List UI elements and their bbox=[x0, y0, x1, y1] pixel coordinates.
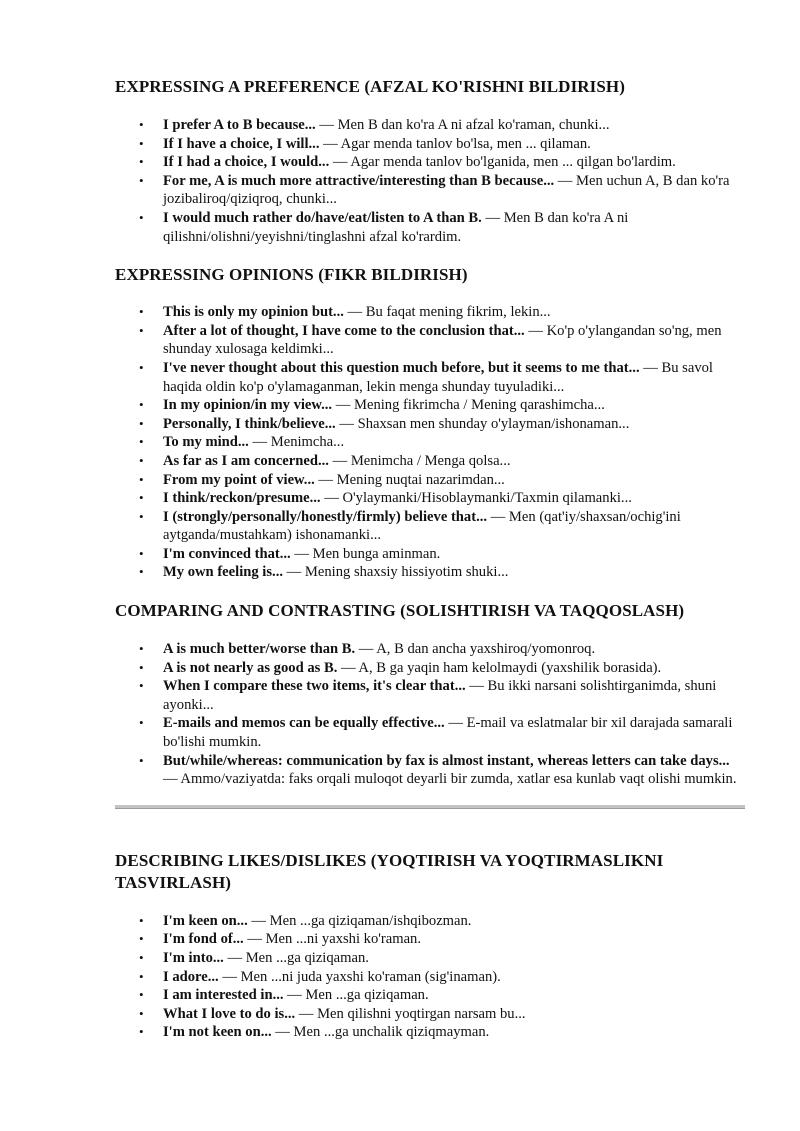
bullet-icon: • bbox=[139, 397, 144, 413]
uzbek-translation: — Ko'p o'ylangandan so'ng, men shunday xulosaga keldimki... bbox=[163, 322, 722, 358]
bullet-icon: • bbox=[139, 678, 144, 694]
list-item bbox=[115, 153, 745, 172]
uzbek-translation: — Men bunga aminman. bbox=[290, 545, 441, 562]
uzbek-translation: — Agar menda tanlov bo'lsa, men ... qilaman. bbox=[319, 135, 591, 152]
list-item bbox=[115, 968, 745, 987]
bullet-icon: • bbox=[139, 434, 144, 450]
english-phrase: For me, A is much more attractive/interesting than B because... bbox=[163, 172, 555, 189]
list-item bbox=[115, 452, 745, 471]
uzbek-translation: — Men B dan ko'ra A ni afzal ko'raman, chunki... bbox=[315, 117, 610, 133]
section-likes-dislikes bbox=[115, 850, 745, 1042]
section-comparing-contrasting bbox=[115, 600, 745, 789]
english-phrase: I'm convinced that... bbox=[163, 545, 291, 562]
english-phrase: A is not nearly as good as B. bbox=[163, 659, 338, 676]
english-phrase: From my point of view... bbox=[163, 471, 315, 488]
bullet-icon: • bbox=[139, 931, 144, 947]
english-phrase: I think/reckon/presume... bbox=[163, 490, 321, 507]
list-item bbox=[115, 1005, 745, 1024]
list-item bbox=[115, 471, 745, 490]
list-item bbox=[115, 640, 745, 659]
uzbek-translation: — A, B ga yaqin ham kelolmaydi (yaxshilik borasida). bbox=[337, 659, 662, 676]
bullet-icon: • bbox=[139, 452, 144, 468]
list-item bbox=[115, 433, 745, 452]
horizontal-divider bbox=[115, 805, 745, 809]
list-item bbox=[115, 415, 745, 434]
uzbek-translation: — Men ...ga qiziqaman. bbox=[223, 950, 369, 966]
bullet-icon: • bbox=[139, 659, 144, 675]
list-item bbox=[115, 209, 745, 246]
english-phrase: I've never thought about this question much before, but it seems to me that... bbox=[163, 359, 640, 376]
section-heading: COMPARING AND CONTRASTING (SOLISHTIRISH VA TAQQOSLASH) bbox=[115, 601, 685, 621]
list-item bbox=[115, 172, 745, 209]
list-item bbox=[115, 135, 745, 154]
english-phrase: E-mails and memos can be equally effective... bbox=[163, 715, 445, 732]
english-phrase: This is only my opinion but... bbox=[163, 304, 344, 321]
english-phrase: What I love to do is... bbox=[163, 1005, 296, 1022]
section-heading: EXPRESSING A PREFERENCE (AFZAL KO'RISHNI BILDIRISH) bbox=[115, 77, 626, 96]
uzbek-translation: — Men ...ga qiziqaman/ishqibozman. bbox=[247, 912, 472, 929]
list-item bbox=[115, 912, 745, 931]
uzbek-translation: — Men ...ga unchalik qiziqmayman. bbox=[271, 1024, 490, 1041]
english-phrase: Personally, I think/believe... bbox=[163, 415, 336, 432]
uzbek-translation: — Mening fikrimcha / Mening qarashimcha... bbox=[332, 397, 605, 414]
bullet-icon: • bbox=[139, 154, 144, 170]
list-item bbox=[115, 949, 745, 968]
uzbek-translation: — Ammo/vaziyatda: faks orqali muloqot deyarli bir zumda, xatlar esa kunlab vaqt olishi mumkin. bbox=[163, 771, 737, 788]
english-phrase: I'm fond of... bbox=[163, 931, 244, 948]
english-phrase: My own feeling is... bbox=[163, 564, 283, 581]
bullet-icon: • bbox=[139, 490, 144, 506]
phrase-list bbox=[115, 640, 745, 789]
english-phrase: I'm not keen on... bbox=[163, 1024, 272, 1041]
list-item bbox=[115, 986, 745, 1005]
bullet-icon: • bbox=[139, 1005, 144, 1021]
bullet-icon: • bbox=[139, 117, 144, 132]
section-expressing-preference bbox=[115, 76, 745, 246]
uzbek-translation: — Mening nuqtai nazarimdan... bbox=[314, 471, 505, 488]
uzbek-translation: — A, B dan ancha yaxshiroq/yomonroq. bbox=[355, 641, 596, 658]
uzbek-translation: — Men qilishni yoqtirgan narsam bu... bbox=[295, 1005, 526, 1022]
bullet-icon: • bbox=[139, 752, 144, 768]
uzbek-translation: — Men uchun A, B dan ko'ra jozibaliroq/qiziqroq, chunki... bbox=[163, 172, 730, 208]
english-phrase: I would much rather do/have/eat/listen to A than B. bbox=[163, 209, 482, 226]
uzbek-translation: — Mening shaxsiy hissiyotim shuki... bbox=[283, 564, 509, 581]
uzbek-translation: — Bu ikki narsani solishtirganimda, shuni ayonki... bbox=[163, 678, 717, 713]
english-phrase: In my opinion/in my view... bbox=[163, 397, 333, 414]
phrase-list bbox=[115, 912, 745, 1042]
list-item bbox=[115, 752, 745, 789]
english-phrase: I adore... bbox=[163, 968, 219, 985]
uzbek-translation: — Men ...ni yaxshi ko'raman. bbox=[243, 931, 422, 948]
list-item bbox=[115, 489, 745, 508]
list-item bbox=[115, 930, 745, 949]
list-item bbox=[115, 714, 745, 751]
bullet-icon: • bbox=[139, 1024, 144, 1040]
english-phrase: I am interested in... bbox=[163, 987, 284, 1004]
uzbek-translation: — Bu faqat mening fikrim, lekin... bbox=[343, 304, 551, 321]
english-phrase: But/while/whereas: communication by fax is almost instant, whereas letters can take days... bbox=[163, 752, 730, 769]
english-phrase: A is much better/worse than B. bbox=[163, 641, 356, 658]
bullet-icon: • bbox=[139, 715, 144, 731]
phrase-list bbox=[115, 303, 745, 582]
list-item bbox=[115, 659, 745, 678]
bullet-icon: • bbox=[139, 564, 144, 580]
uzbek-translation: — Men ...ni juda yaxshi ko'raman (sig'inaman). bbox=[218, 968, 501, 985]
section-heading: EXPRESSING OPINIONS (FIKR BILDIRISH) bbox=[115, 265, 468, 285]
list-item bbox=[115, 508, 745, 545]
list-item bbox=[115, 359, 745, 396]
section-heading: DESCRIBING LIKES/DISLIKES (YOQTIRISH VA YOQTIRMASLIKNI TASVIRLASH) bbox=[115, 850, 664, 892]
document-page bbox=[115, 76, 745, 1042]
list-item bbox=[115, 322, 745, 359]
bullet-icon: • bbox=[139, 172, 144, 188]
list-item bbox=[115, 396, 745, 415]
uzbek-translation: — E-mail va eslatmalar bir xil darajada samarali bo'lishi mumkin. bbox=[163, 715, 733, 751]
bullet-icon: • bbox=[139, 471, 144, 487]
bullet-icon: • bbox=[139, 950, 144, 965]
english-phrase: To my mind... bbox=[163, 434, 249, 451]
phrase-list bbox=[115, 116, 745, 246]
english-phrase: I (strongly/personally/honestly/firmly) believe that... bbox=[163, 508, 488, 525]
list-item bbox=[115, 677, 745, 714]
bullet-icon: • bbox=[139, 322, 144, 338]
list-item bbox=[115, 116, 745, 135]
uzbek-translation: — Shaxsan men shunday o'ylayman/ishonaman... bbox=[335, 415, 630, 432]
english-phrase: I'm keen on... bbox=[163, 912, 248, 929]
list-item bbox=[115, 545, 745, 564]
uzbek-translation: — Men ...ga qiziqaman. bbox=[283, 987, 429, 1004]
list-item bbox=[115, 1023, 745, 1042]
english-phrase: After a lot of thought, I have come to the conclusion that... bbox=[163, 322, 525, 339]
uzbek-translation: — Bu savol haqida oldin ko'p o'ylamaganman, lekin menga shunday tuyuladiki... bbox=[163, 359, 713, 395]
bullet-icon: • bbox=[139, 912, 144, 928]
list-item bbox=[115, 563, 745, 582]
english-phrase: I prefer A to B because... bbox=[163, 117, 316, 133]
bullet-icon: • bbox=[139, 641, 144, 657]
bullet-icon: • bbox=[139, 415, 144, 431]
english-phrase: I'm into... bbox=[163, 950, 224, 966]
bullet-icon: • bbox=[139, 209, 144, 225]
uzbek-translation: — O'ylaymanki/Hisoblaymanki/Taxmin qilamanki... bbox=[320, 490, 632, 507]
uzbek-translation: — Menimcha... bbox=[248, 434, 345, 451]
english-phrase: If I had a choice, I would... bbox=[163, 154, 330, 171]
bullet-icon: • bbox=[139, 304, 144, 320]
english-phrase: If I have a choice, I will... bbox=[163, 135, 320, 152]
bullet-icon: • bbox=[139, 135, 144, 151]
section-expressing-opinions bbox=[115, 264, 745, 582]
uzbek-translation: — Menimcha / Menga qolsa... bbox=[328, 452, 511, 469]
bullet-icon: • bbox=[139, 968, 144, 984]
bullet-icon: • bbox=[139, 987, 144, 1003]
uzbek-translation: — Men (qat'iy/shaxsan/ochig'ini aytganda/mustahkam) ishonamanki... bbox=[163, 508, 681, 544]
list-item bbox=[115, 303, 745, 322]
bullet-icon: • bbox=[139, 545, 144, 561]
uzbek-translation: — Agar menda tanlov bo'lganida, men ... qilgan bo'lardim. bbox=[329, 154, 676, 171]
english-phrase: As far as I am concerned... bbox=[163, 452, 329, 469]
uzbek-translation: — Men B dan ko'ra A ni qilishni/olishni/yeyishni/tinglashni afzal ko'rardim. bbox=[163, 209, 629, 245]
bullet-icon: • bbox=[139, 508, 144, 524]
english-phrase: When I compare these two items, it's clear that... bbox=[163, 678, 466, 695]
bullet-icon: • bbox=[139, 359, 144, 375]
